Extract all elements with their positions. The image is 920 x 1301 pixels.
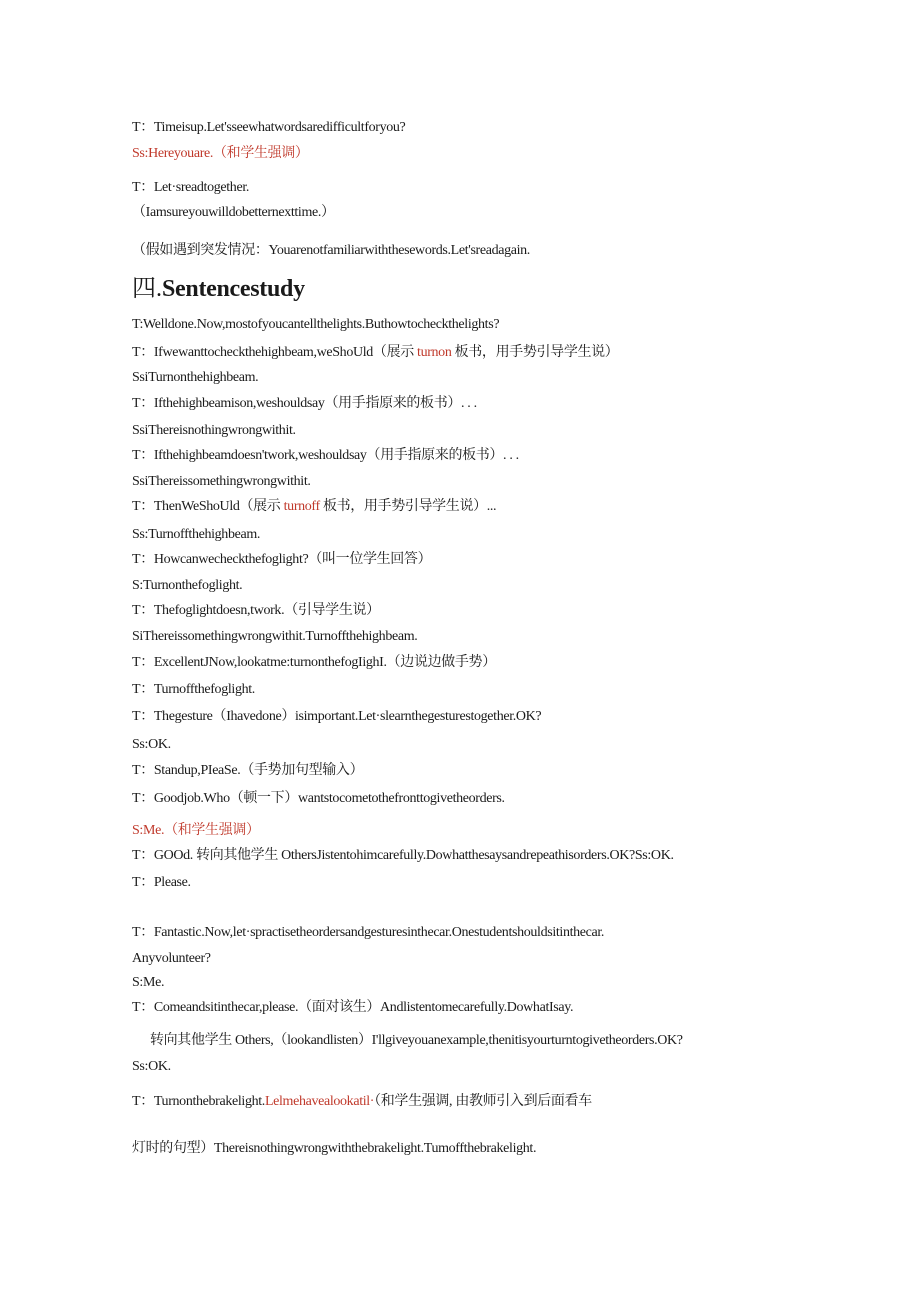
dialogue-line <box>132 708 541 726</box>
line-text: Anyvolunteer? <box>132 951 211 966</box>
line-text: （Iamsureyouwilldobetternexttime.） <box>132 205 335 220</box>
dialogue-line <box>132 950 211 968</box>
section-title: Sentencestudy <box>162 276 305 302</box>
line-text: T：ThenWeShoUld（展示 <box>132 499 284 514</box>
line-text: 灯时的句型）Thereisnothingwrongwiththebrakelight.Tumoffthebrakelight. <box>132 1141 537 1156</box>
line-text: T：Howcanwecheckthefoglight?（叫一位学生回答） <box>132 552 432 567</box>
highlight-text: turnon <box>417 345 452 360</box>
line-text: （和学生强调, 由教师引入到后面看车 <box>374 1094 592 1109</box>
section-number: 四. <box>132 276 162 302</box>
line-text: T：Ifwewanttocheckthehighbeam,weShoUld（展示 <box>132 345 418 360</box>
line-text: T：Timeisup.Let'sseewhatwordsaredifficultforyou? <box>132 120 406 135</box>
dialogue-line <box>132 395 477 413</box>
line-text: T：Standup,PIeaSe.（手势加句型输入） <box>132 763 364 778</box>
line-text: T：Thefoglightdoesn,twork.（引导学生说） <box>132 603 380 618</box>
dialogue-line <box>132 874 191 892</box>
highlight-text: turnoff <box>283 499 320 514</box>
line-text: SsiTurnonthehighbeam. <box>132 370 259 385</box>
line-text: T：Comeandsitinthecar,please.（面对该生）Andlistentomecarefully.DowhatIsay. <box>132 1000 574 1015</box>
dialogue-line <box>132 654 496 672</box>
dialogue-line <box>132 847 674 865</box>
line-text: SsiThereisnothingwrongwithit. <box>132 423 296 438</box>
line-text: T：ExcellentJNow,lookatme:turnonthefogIighI.（边说边做手势） <box>132 655 496 670</box>
dialogue-line <box>132 577 242 595</box>
dialogue-line <box>132 242 530 260</box>
line-text: 转向其他学生 Others,（lookandlisten）I'llgiveyouanexample,thenitisyourturntogivetheorders.OK? <box>150 1033 683 1048</box>
dialogue-line <box>132 344 618 362</box>
dialogue-line <box>132 974 164 992</box>
highlight-text: Lelmehavealookatil· <box>264 1094 375 1109</box>
line-text: T：Please. <box>132 875 191 890</box>
dialogue-line <box>132 145 309 163</box>
line-text: SsiThereissomethingwrongwithit. <box>132 474 311 489</box>
dialogue-line <box>132 790 505 808</box>
dialogue-line <box>132 498 496 516</box>
line-text: T：Ifthehighbeamdoesn'twork,weshouldsay（用手指原来的板书）. . . <box>132 448 519 463</box>
dialogue-line <box>132 179 249 197</box>
line-text: （假如遇到突发情况：Youarenotfamiliarwiththesewords.Let'sreadagain. <box>132 243 530 258</box>
dialogue-line <box>132 1093 592 1111</box>
dialogue-line <box>150 1032 683 1050</box>
line-text: S:Me. <box>132 975 165 990</box>
dialogue-line <box>132 924 604 942</box>
line-text: T：Thegesture（Ihavedone）isimportant.Let·slearnthegesturestogether.OK? <box>132 709 542 724</box>
dialogue-line <box>132 526 260 544</box>
line-text: 板书，用手势引导学生说）... <box>319 499 497 514</box>
line-text: Ss:OK. <box>132 737 171 752</box>
dialogue-line <box>132 422 296 440</box>
line-text: Ss:OK. <box>132 1059 171 1074</box>
dialogue-line <box>132 369 258 387</box>
line-text: T：Ifthehighbeamison,weshouldsay（用手指原来的板书）. . . <box>132 396 477 411</box>
dialogue-line <box>132 1058 171 1076</box>
line-text: T：Fantastic.Now,let·spractisetheordersandgesturesinthecar.Onestudentshouldsitinthecar. <box>132 925 605 940</box>
dialogue-line <box>132 628 417 646</box>
line-text: T：GOOd. 转向其他学生 OthersJistentohimcarefully.Dowhatthesaysandrepeathisorders.OK?Ss:OK. <box>132 848 674 863</box>
line-text: SiThereissomethingwrongwithit.Turnoffthehighbeam. <box>132 629 418 644</box>
dialogue-line <box>132 204 335 222</box>
line-text: T：Goodjob.Who（顿一下）wantstocometothefronttogivetheorders. <box>132 791 505 806</box>
line-text: T：Turnoffthefoglight. <box>132 682 255 697</box>
line-text: Ss:Hereyouare.（和学生强调） <box>132 146 309 161</box>
line-text: 板书，用手势引导学生说） <box>451 345 619 360</box>
line-text: S:Me.（和学生强调） <box>132 823 260 838</box>
line-text: T：Let·sreadtogether. <box>132 180 250 195</box>
line-text: S:Turnonthefoglight. <box>132 578 243 593</box>
dialogue-line <box>132 736 171 754</box>
dialogue-line <box>132 762 363 780</box>
dialogue-line <box>132 999 573 1017</box>
dialogue-line <box>132 473 311 491</box>
section-heading <box>132 274 305 304</box>
dialogue-line <box>132 602 380 620</box>
dialogue-line <box>132 681 255 699</box>
line-text: T：Turnonthebrakelight. <box>132 1094 265 1109</box>
line-text: Ss:Turnoffthehighbeam. <box>132 527 261 542</box>
dialogue-line <box>132 822 260 840</box>
dialogue-line <box>132 551 431 569</box>
dialogue-line <box>132 119 405 137</box>
dialogue-line <box>132 447 519 465</box>
dialogue-line <box>132 316 499 334</box>
dialogue-line <box>132 1140 536 1158</box>
line-text: T:Welldone.Now,mostofyoucantellthelights.Buthowtocheckthelights? <box>132 317 500 332</box>
